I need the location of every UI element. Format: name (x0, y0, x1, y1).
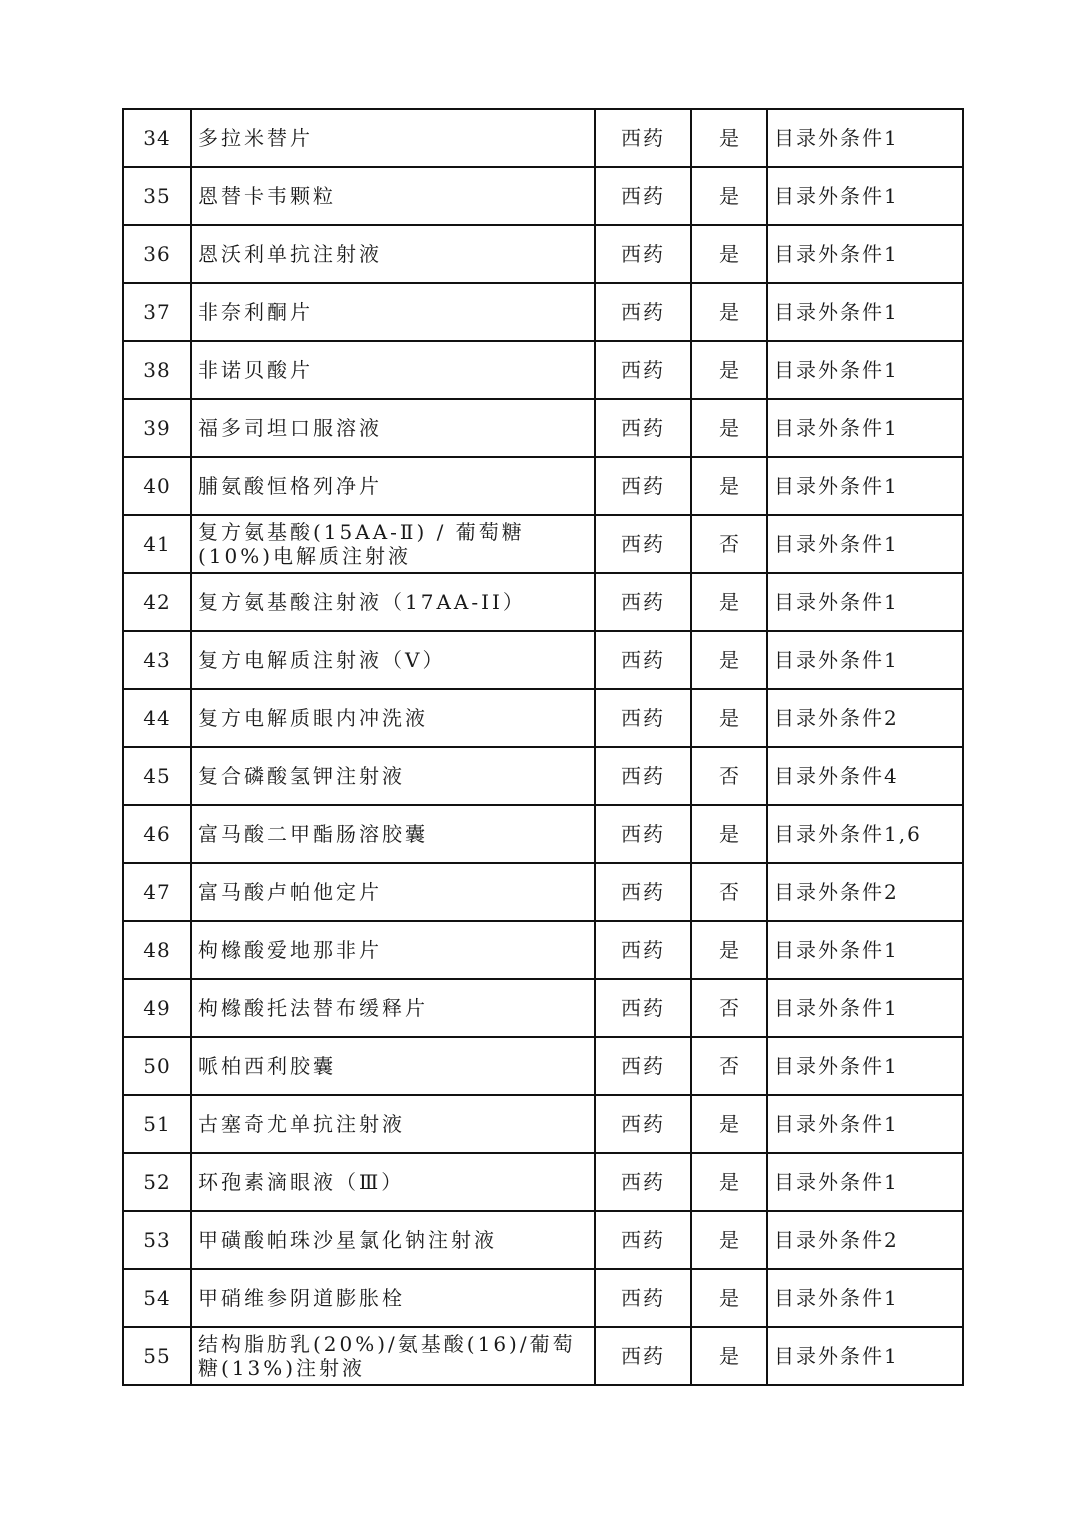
drug-name-cell: 枸橼酸爱地那非片 (191, 921, 595, 979)
drug-name-cell: 结构脂肪乳(20%)/氨基酸(16)/葡萄糖(13%)注射液 (191, 1327, 595, 1385)
drug-name-cell: 哌柏西利胶囊 (191, 1037, 595, 1095)
drug-category-cell: 西药 (595, 573, 691, 631)
row-number-cell: 48 (123, 921, 191, 979)
flag-cell: 是 (691, 631, 767, 689)
condition-cell: 目录外条件1 (767, 1095, 963, 1153)
row-number-cell: 35 (123, 167, 191, 225)
drug-category-cell: 西药 (595, 747, 691, 805)
table-row (123, 109, 963, 167)
table-row (123, 1327, 963, 1385)
flag-cell: 是 (691, 109, 767, 167)
drug-name-cell: 非诺贝酸片 (191, 341, 595, 399)
table-row (123, 341, 963, 399)
row-number-cell: 36 (123, 225, 191, 283)
table-row (123, 225, 963, 283)
drug-name-cell: 甲硝维参阴道膨胀栓 (191, 1269, 595, 1327)
flag-cell: 是 (691, 1095, 767, 1153)
row-number-cell: 54 (123, 1269, 191, 1327)
flag-cell: 是 (691, 283, 767, 341)
flag-cell: 是 (691, 1327, 767, 1385)
condition-cell: 目录外条件2 (767, 863, 963, 921)
drug-name-cell: 非奈利酮片 (191, 283, 595, 341)
drug-name-cell: 古塞奇尤单抗注射液 (191, 1095, 595, 1153)
table-body (123, 109, 963, 1385)
flag-cell: 是 (691, 573, 767, 631)
drug-list-table (122, 108, 964, 1386)
condition-cell: 目录外条件1 (767, 515, 963, 573)
drug-category-cell: 西药 (595, 689, 691, 747)
drug-category-cell: 西药 (595, 921, 691, 979)
drug-category-cell: 西药 (595, 1095, 691, 1153)
flag-cell: 否 (691, 863, 767, 921)
condition-cell: 目录外条件1 (767, 1037, 963, 1095)
drug-category-cell: 西药 (595, 167, 691, 225)
flag-cell: 否 (691, 747, 767, 805)
drug-name-cell: 多拉米替片 (191, 109, 595, 167)
drug-category-cell: 西药 (595, 283, 691, 341)
flag-cell: 否 (691, 515, 767, 573)
table-row (123, 573, 963, 631)
table-row (123, 1153, 963, 1211)
table-row (123, 1037, 963, 1095)
drug-name-cell: 甲磺酸帕珠沙星氯化钠注射液 (191, 1211, 595, 1269)
flag-cell: 是 (691, 1153, 767, 1211)
drug-name-cell: 恩替卡韦颗粒 (191, 167, 595, 225)
row-number-cell: 41 (123, 515, 191, 573)
drug-category-cell: 西药 (595, 1211, 691, 1269)
row-number-cell: 38 (123, 341, 191, 399)
drug-category-cell: 西药 (595, 979, 691, 1037)
condition-cell: 目录外条件1 (767, 225, 963, 283)
flag-cell: 是 (691, 1211, 767, 1269)
row-number-cell: 55 (123, 1327, 191, 1385)
condition-cell: 目录外条件1 (767, 631, 963, 689)
condition-cell: 目录外条件1 (767, 283, 963, 341)
condition-cell: 目录外条件1 (767, 341, 963, 399)
condition-cell: 目录外条件1 (767, 167, 963, 225)
drug-category-cell: 西药 (595, 805, 691, 863)
drug-category-cell: 西药 (595, 399, 691, 457)
flag-cell: 是 (691, 921, 767, 979)
row-number-cell: 39 (123, 399, 191, 457)
condition-cell: 目录外条件2 (767, 1211, 963, 1269)
flag-cell: 是 (691, 1269, 767, 1327)
drug-category-cell: 西药 (595, 515, 691, 573)
flag-cell: 是 (691, 399, 767, 457)
row-number-cell: 37 (123, 283, 191, 341)
table-row (123, 863, 963, 921)
drug-category-cell: 西药 (595, 1327, 691, 1385)
row-number-cell: 45 (123, 747, 191, 805)
table-row (123, 747, 963, 805)
drug-category-cell: 西药 (595, 631, 691, 689)
row-number-cell: 43 (123, 631, 191, 689)
table-row (123, 689, 963, 747)
drug-name-cell: 复方电解质注射液（Ⅴ） (191, 631, 595, 689)
drug-name-cell: 复方电解质眼内冲洗液 (191, 689, 595, 747)
drug-category-cell: 西药 (595, 109, 691, 167)
condition-cell: 目录外条件1 (767, 1269, 963, 1327)
drug-category-cell: 西药 (595, 457, 691, 515)
drug-category-cell: 西药 (595, 1269, 691, 1327)
condition-cell: 目录外条件4 (767, 747, 963, 805)
drug-category-cell: 西药 (595, 863, 691, 921)
row-number-cell: 44 (123, 689, 191, 747)
table-row (123, 283, 963, 341)
flag-cell: 是 (691, 457, 767, 515)
drug-category-cell: 西药 (595, 1153, 691, 1211)
row-number-cell: 42 (123, 573, 191, 631)
row-number-cell: 34 (123, 109, 191, 167)
table-row (123, 1269, 963, 1327)
condition-cell: 目录外条件1,6 (767, 805, 963, 863)
condition-cell: 目录外条件1 (767, 979, 963, 1037)
condition-cell: 目录外条件1 (767, 1327, 963, 1385)
flag-cell: 是 (691, 805, 767, 863)
drug-category-cell: 西药 (595, 225, 691, 283)
table-row (123, 1211, 963, 1269)
row-number-cell: 53 (123, 1211, 191, 1269)
table-row (123, 979, 963, 1037)
row-number-cell: 51 (123, 1095, 191, 1153)
flag-cell: 否 (691, 1037, 767, 1095)
drug-name-cell: 环孢素滴眼液（Ⅲ） (191, 1153, 595, 1211)
table-row (123, 1095, 963, 1153)
table-row (123, 631, 963, 689)
flag-cell: 是 (691, 167, 767, 225)
condition-cell: 目录外条件1 (767, 921, 963, 979)
row-number-cell: 50 (123, 1037, 191, 1095)
row-number-cell: 46 (123, 805, 191, 863)
drug-name-cell: 恩沃利单抗注射液 (191, 225, 595, 283)
flag-cell: 是 (691, 689, 767, 747)
drug-name-cell: 福多司坦口服溶液 (191, 399, 595, 457)
row-number-cell: 40 (123, 457, 191, 515)
table-row (123, 515, 963, 573)
table-row (123, 167, 963, 225)
row-number-cell: 49 (123, 979, 191, 1037)
drug-name-cell: 复方氨基酸(15AA-Ⅱ) / 葡萄糖(10%)电解质注射液 (191, 515, 595, 573)
table-row (123, 457, 963, 515)
drug-name-cell: 富马酸卢帕他定片 (191, 863, 595, 921)
flag-cell: 是 (691, 225, 767, 283)
drug-name-cell: 复合磷酸氢钾注射液 (191, 747, 595, 805)
drug-name-cell: 脯氨酸恒格列净片 (191, 457, 595, 515)
condition-cell: 目录外条件1 (767, 457, 963, 515)
condition-cell: 目录外条件1 (767, 109, 963, 167)
table-row (123, 921, 963, 979)
row-number-cell: 52 (123, 1153, 191, 1211)
drug-name-cell: 枸橼酸托法替布缓释片 (191, 979, 595, 1037)
condition-cell: 目录外条件1 (767, 1153, 963, 1211)
condition-cell: 目录外条件1 (767, 573, 963, 631)
table-row (123, 399, 963, 457)
drug-category-cell: 西药 (595, 341, 691, 399)
drug-category-cell: 西药 (595, 1037, 691, 1095)
drug-name-cell: 富马酸二甲酯肠溶胶囊 (191, 805, 595, 863)
drug-name-cell: 复方氨基酸注射液（17AA-II） (191, 573, 595, 631)
flag-cell: 是 (691, 341, 767, 399)
row-number-cell: 47 (123, 863, 191, 921)
table-row (123, 805, 963, 863)
flag-cell: 否 (691, 979, 767, 1037)
condition-cell: 目录外条件2 (767, 689, 963, 747)
condition-cell: 目录外条件1 (767, 399, 963, 457)
